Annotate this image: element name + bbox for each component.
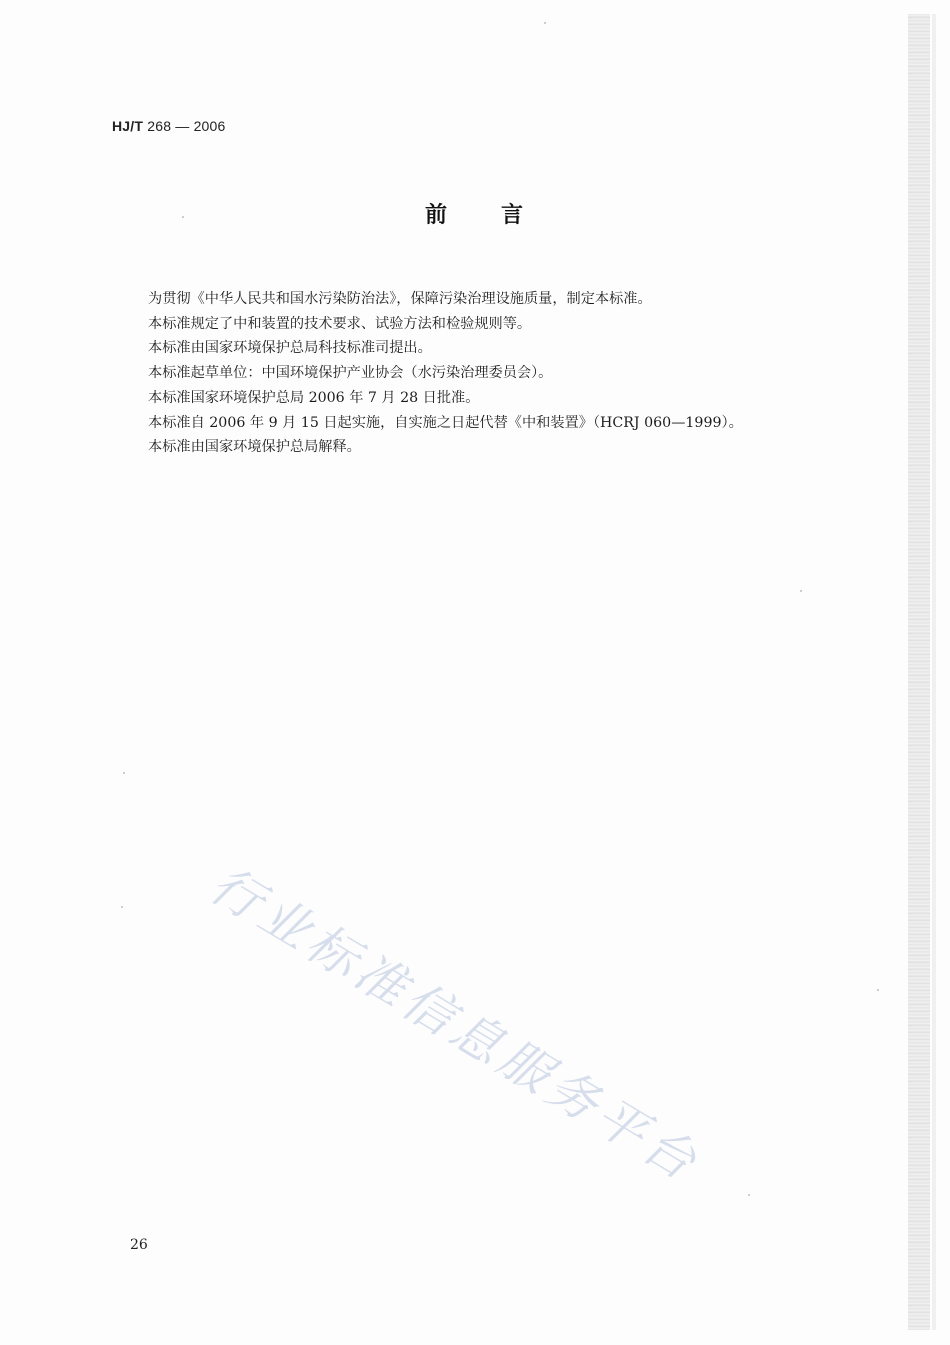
paragraph: 本标准由国家环境保护总局科技标准司提出。 <box>148 340 432 357</box>
standard-code <box>112 118 226 134</box>
paragraph: 本标准国家环境保护总局 2006 年 7 月 28 日批准。 <box>148 389 480 406</box>
foreword-body <box>148 287 848 460</box>
page-title <box>0 198 950 229</box>
scan-speck <box>877 989 879 991</box>
scan-speck <box>748 1194 750 1196</box>
scan-speck <box>121 906 123 908</box>
paragraph: 本标准自 2006 年 9 月 15 日起实施，自实施之日起代替《中和装置》（HCRJ 060—1999）。 <box>148 414 743 431</box>
scan-speck <box>800 590 802 592</box>
page-number: 26 <box>130 1237 148 1253</box>
paragraph: 本标准起草单位：中国环境保护产业协会（水污染治理委员会）。 <box>148 365 553 382</box>
title-char-right: 言 <box>501 203 526 228</box>
scan-speck <box>123 772 125 774</box>
paragraph: 为贯彻《中华人民共和国水污染防治法》，保障污染治理设施质量，制定本标准。 <box>148 291 652 307</box>
paragraph: 本标准规定了中和装置的技术要求、试验方法和检验规则等。 <box>148 315 532 332</box>
standard-code-number: 268 — 2006 <box>143 118 226 134</box>
paragraph: 本标准由国家环境保护总局解释。 <box>148 439 361 456</box>
title-char-left: 前 <box>424 203 449 228</box>
scan-speck <box>182 216 184 218</box>
watermark: 行业标准信息服务平台 <box>200 855 711 1194</box>
scan-speck <box>544 22 546 24</box>
standard-code-prefix: HJ/T <box>112 118 144 134</box>
